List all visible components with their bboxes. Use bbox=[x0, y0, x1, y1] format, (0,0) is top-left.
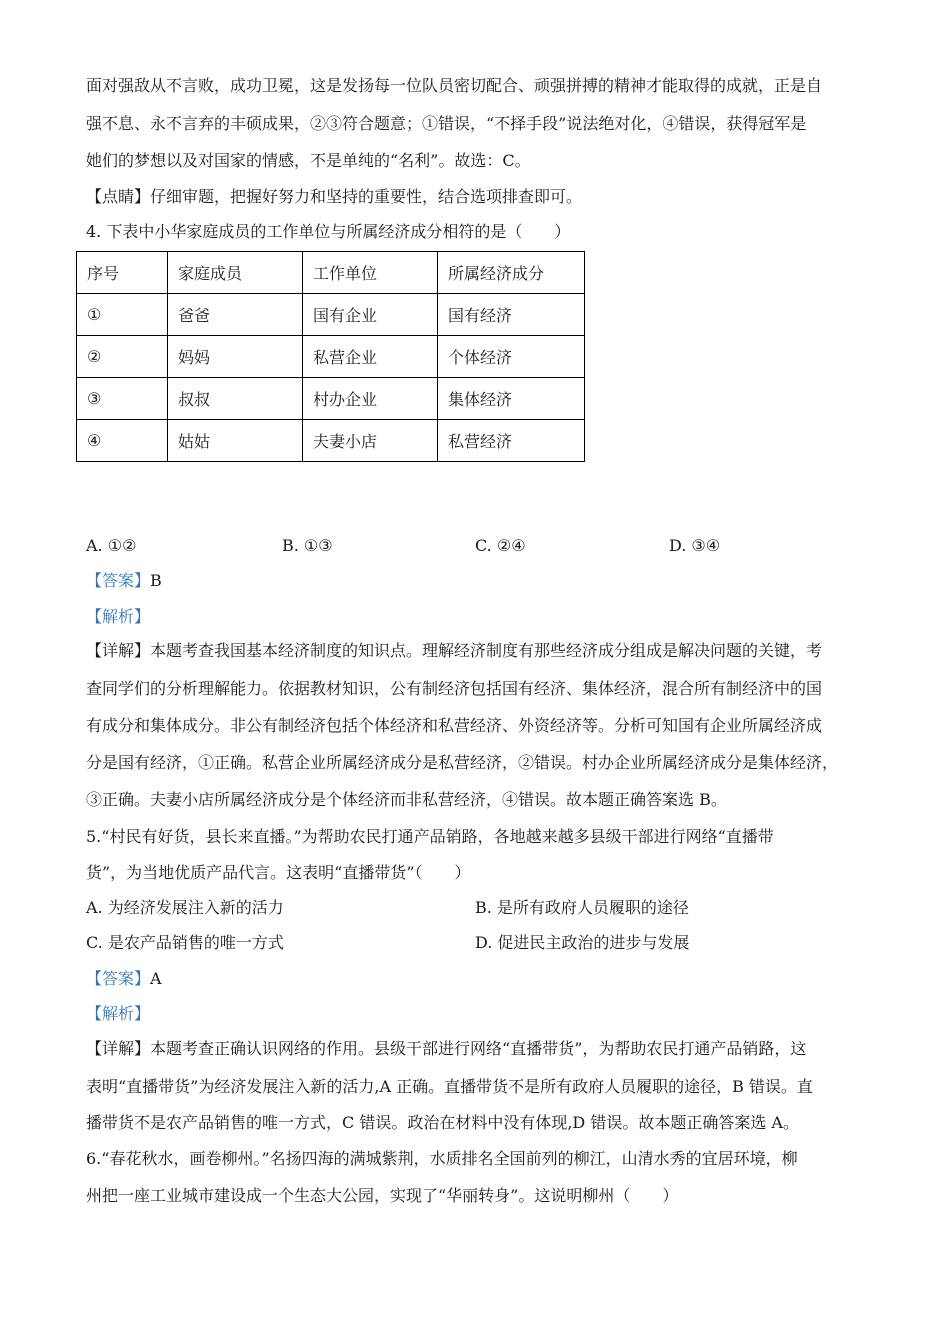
table-cell: ① bbox=[77, 294, 168, 336]
paragraph-line: 面对强敌从不言败，成功卫冕，这是发扬每一位队员密切配合、顽强拼搏的精神才能取得的成就，正是自 bbox=[86, 76, 823, 95]
table-cell: 爸爸 bbox=[168, 294, 303, 336]
q4-option-a: A. ①② bbox=[86, 536, 137, 555]
tip-tag: 【点睛】 bbox=[86, 187, 151, 206]
header-cell: 工作单位 bbox=[303, 252, 438, 294]
table-cell: 国有企业 bbox=[303, 294, 438, 336]
table-cell: 叔叔 bbox=[168, 378, 303, 420]
q4-analysis-tag: 【解析】 bbox=[86, 607, 151, 626]
q4-detail-line: 查同学们的分析理解能力。依据教材知识，公有制经济包括国有经济、集体经济，混合所有制经济中的国 bbox=[86, 679, 823, 698]
q5-option-b: B. 是所有政府人员履职的途径 bbox=[475, 898, 689, 917]
header-cell: 序号 bbox=[77, 252, 168, 294]
answer-tag: 【答案】 bbox=[86, 571, 151, 590]
q4-detail-line: 有成分和集体成分。非公有制经济包括个体经济和私营经济、外资经济等。分析可知国有企业所属经济成 bbox=[86, 716, 823, 735]
table-cell: ③ bbox=[77, 378, 168, 420]
tip-text: 仔细审题，把握好努力和坚持的重要性，结合选项排查即可。 bbox=[150, 187, 583, 206]
q5-option-a: A. 为经济发展注入新的活力 bbox=[86, 898, 284, 917]
q4-detail-line: ③正确。夫妻小店所属经济成分是个体经济而非私营经济，④错误。故本题正确答案选 B。 bbox=[86, 790, 727, 809]
q4-option-d: D. ③④ bbox=[669, 536, 721, 555]
q4-table bbox=[76, 251, 585, 462]
table-cell: 夫妻小店 bbox=[303, 420, 438, 462]
header-cell: 所属经济成分 bbox=[438, 252, 585, 294]
table-cell: ④ bbox=[77, 420, 168, 462]
table-row bbox=[77, 294, 585, 336]
table-row bbox=[77, 336, 585, 378]
table-cell: 国有经济 bbox=[438, 294, 585, 336]
detail-text: 本题考查我国基本经济制度的知识点。理解经济制度有那些经济成分组成是解决问题的关键，考 bbox=[150, 641, 823, 660]
q5-detail-line: 表明“直播带货”为经济发展注入新的活力,A 正确。直播带货不是所有政府人员履职的途径，B 错误。直 bbox=[86, 1077, 813, 1096]
q6-stem-line: 6.“春花秋水，画卷柳州。”名扬四海的满城紫荆，水质排名全国前列的柳江，山清水秀的宜居环境，柳 bbox=[86, 1149, 798, 1168]
q6-stem-line: 州把一座工业城市建设成一个生态大公园，实现了“华丽转身”。这说明柳州（ ） bbox=[86, 1186, 679, 1205]
q5-detail-line: 播带货不是农产品销售的唯一方式，C 错误。政治在材料中没有体现,D 错误。故本题正确答案选 A。 bbox=[86, 1113, 799, 1132]
table-cell: 个体经济 bbox=[438, 336, 585, 378]
header-cell: 家庭成员 bbox=[168, 252, 303, 294]
table-cell: 私营企业 bbox=[303, 336, 438, 378]
q3-tip bbox=[86, 186, 876, 208]
table-cell: 村办企业 bbox=[303, 378, 438, 420]
answer-value: A bbox=[150, 969, 162, 988]
q4-option-c: C. ②④ bbox=[475, 536, 526, 555]
table-row bbox=[77, 378, 585, 420]
answer-value: B bbox=[150, 571, 162, 590]
q4-answer bbox=[86, 570, 876, 592]
q5-option-d: D. 促进民主政治的进步与发展 bbox=[475, 933, 690, 952]
table-cell: 私营经济 bbox=[438, 420, 585, 462]
q4-option-b: B. ①③ bbox=[282, 536, 333, 555]
q5-detail-line bbox=[86, 1038, 876, 1060]
table-header-row bbox=[77, 252, 585, 294]
q4-detail-line bbox=[86, 640, 876, 662]
q5-option-c: C. 是农产品销售的唯一方式 bbox=[86, 933, 284, 952]
detail-tag: 【详解】 bbox=[86, 1039, 151, 1058]
q5-stem-line: 5.“村民有好货，县长来直播。”为帮助农民打通产品销路，各地越来越多县级干部进行网络“直播带 bbox=[86, 827, 774, 846]
q5-analysis-tag: 【解析】 bbox=[86, 1004, 151, 1023]
table-row bbox=[77, 420, 585, 462]
q5-answer bbox=[86, 968, 876, 990]
q4-stem: 4. 下表中小华家庭成员的工作单位与所属经济成分相符的是（ ） bbox=[86, 222, 571, 241]
q5-stem-line: 货”，为当地优质产品代言。这表明“直播带货”（ ） bbox=[86, 863, 471, 882]
detail-tag: 【详解】 bbox=[86, 641, 151, 660]
paragraph-line: 她们的梦想以及对国家的情感，不是单纯的“名利”。故选：C。 bbox=[86, 151, 531, 170]
q4-detail-line: 分是国有经济，①正确。私营企业所属经济成分是私营经济，②错误。村办企业所属经济成分是集体经济， bbox=[86, 753, 839, 772]
table-cell: ② bbox=[77, 336, 168, 378]
paragraph-line: 强不息、永不言弃的丰硕成果，②③符合题意；①错误，“不择手段”说法绝对化，④错误，获得冠军是 bbox=[86, 114, 807, 133]
table-cell: 集体经济 bbox=[438, 378, 585, 420]
table-cell: 姑姑 bbox=[168, 420, 303, 462]
detail-text: 本题考查正确认识网络的作用。县级干部进行网络“直播带货”，为帮助农民打通产品销路，这 bbox=[150, 1039, 807, 1058]
table-cell: 妈妈 bbox=[168, 336, 303, 378]
answer-tag: 【答案】 bbox=[86, 969, 151, 988]
